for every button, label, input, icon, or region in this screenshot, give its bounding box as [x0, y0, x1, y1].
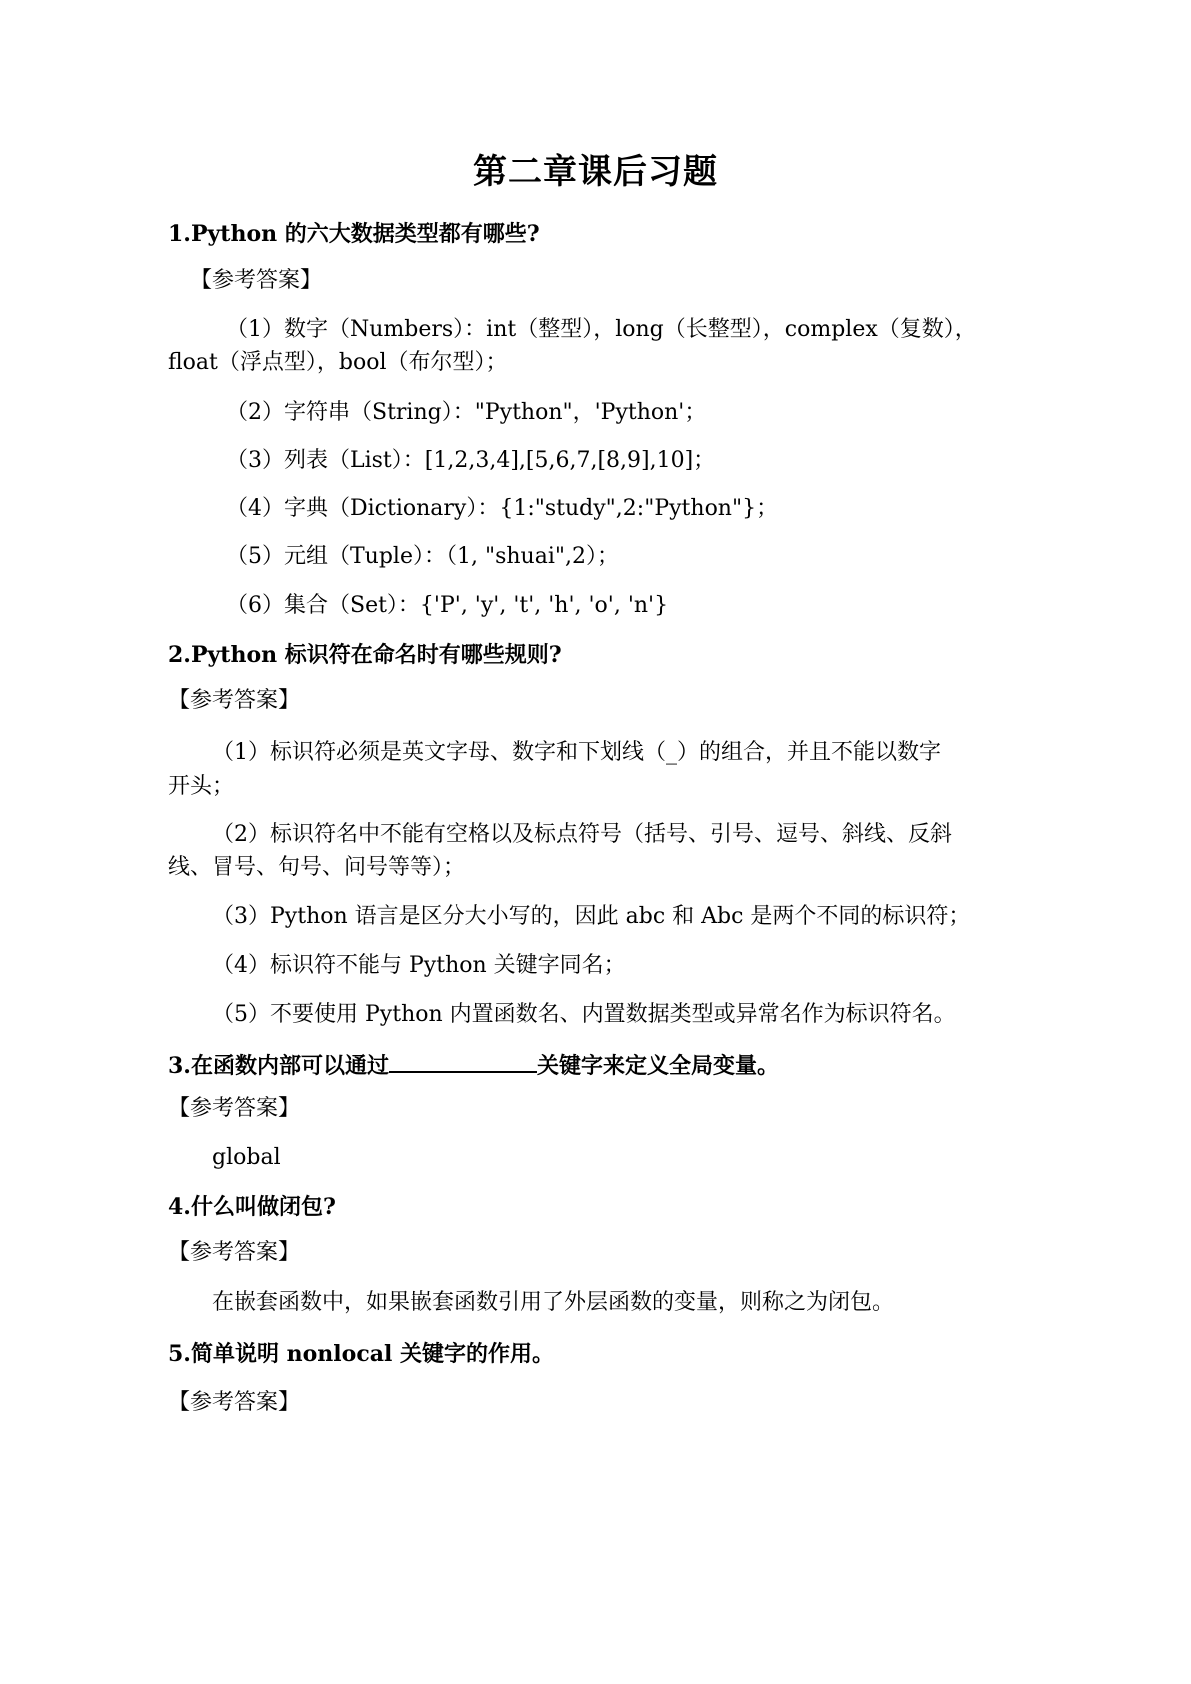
answer-label-1: 【参考答案】 [190, 268, 323, 293]
question-3-text-after: 关键字来定义全局变量。 [536, 1053, 779, 1079]
q3-answer: global [212, 1145, 281, 1170]
q1-answer-3: （3）列表（List）：[1,2,3,4],[5,6,7,[8,9],10]； [226, 448, 716, 473]
question-5: 5.简单说明 nonlocal 关键字的作用。 [168, 1341, 554, 1367]
q2-rule-4: （4）标识符不能与 Python 关键字同名； [212, 953, 626, 978]
question-3 [168, 1049, 779, 1081]
q1-answer-1-line1: （1）数字（Numbers）：int（整型），long（长整型），complex（复数）， [226, 317, 977, 342]
fill-in-blank [389, 1049, 537, 1073]
q2-rule-2-line2: 线、冒号、句号、问号等等）； [168, 855, 466, 880]
answer-label-4: 【参考答案】 [168, 1240, 301, 1265]
q2-rule-5: （5）不要使用 Python 内置函数名、内置数据类型或异常名作为标识符名。 [212, 1002, 956, 1027]
q1-answer-1-line2: float（浮点型），bool（布尔型）； [168, 350, 508, 375]
q1-answer-5: （5）元组（Tuple）：（1, "shuai",2）； [226, 544, 619, 569]
q1-answer-2: （2）字符串（String）："Python"，'Python'； [226, 400, 707, 425]
answer-label-2: 【参考答案】 [168, 688, 301, 713]
q2-rule-3: （3）Python 语言是区分大小写的，因此 abc 和 Abc 是两个不同的标识符； [212, 904, 971, 929]
answer-label-3: 【参考答案】 [168, 1096, 301, 1121]
q2-rule-2-line1: （2）标识符名中不能有空格以及标点符号（括号、引号、逗号、斜线、反斜 [212, 822, 952, 847]
question-1: 1.Python 的六大数据类型都有哪些? [168, 221, 540, 247]
q1-answer-6: （6）集合（Set）：{'P', 'y', 't', 'h', 'o', 'n'} [226, 593, 669, 618]
q2-rule-1-line2: 开头； [168, 774, 235, 799]
q2-rule-1-line1: （1）标识符必须是英文字母、数字和下划线（_）的组合，并且不能以数字 [212, 740, 941, 765]
page-title: 第二章课后习题 [473, 152, 718, 192]
q1-answer-4: （4）字典（Dictionary）：{1:"study",2:"Python"}； [226, 496, 779, 521]
question-4: 4.什么叫做闭包? [168, 1194, 336, 1220]
question-2: 2.Python 标识符在命名时有哪些规则? [168, 642, 562, 668]
question-3-text-before: 3.在函数内部可以通过 [168, 1053, 389, 1079]
answer-label-5: 【参考答案】 [168, 1390, 301, 1415]
q4-answer: 在嵌套函数中，如果嵌套函数引用了外层函数的变量，则称之为闭包。 [212, 1290, 895, 1315]
